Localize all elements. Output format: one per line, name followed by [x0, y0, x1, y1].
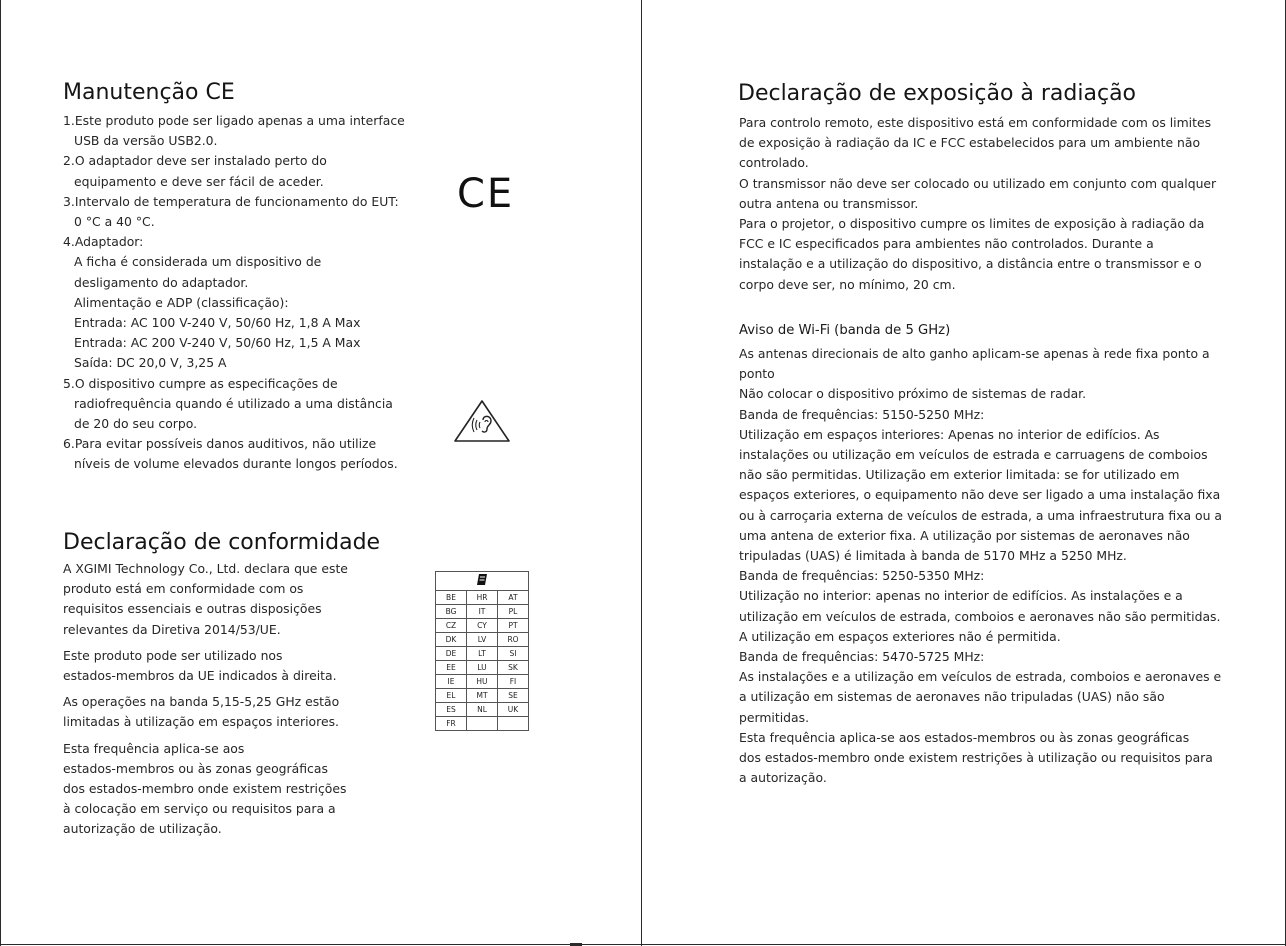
- radiation-title: Declaração de exposição à radiação: [738, 81, 1137, 106]
- country-table-header: [436, 572, 529, 591]
- country-row: [436, 605, 529, 619]
- restriction-icon: [475, 573, 489, 586]
- country-row: [436, 647, 529, 661]
- ce-maintenance-list: [63, 111, 405, 475]
- conformity-line: requisitos essenciais e outras disposições: [63, 601, 322, 617]
- ce-line: Alimentação e ADP (classificação):: [74, 294, 289, 310]
- conformity-line: As operações na banda 5,15-5,25 GHz estão: [63, 694, 340, 710]
- wifi-line: espaços exteriores, o equipamento não deve ser ligado a uma instalação fixa: [739, 487, 1221, 503]
- country-cell: [498, 717, 529, 731]
- country-cell: RO: [498, 633, 529, 647]
- conformity-line: limitadas à utilização em espaços interiores.: [63, 714, 339, 730]
- wifi-line: Não colocar o dispositivo próximo de sistemas de radar.: [739, 386, 1087, 402]
- ce-line: desligamento do adaptador.: [74, 274, 249, 290]
- country-row: [436, 591, 529, 605]
- ce-line: 1.Este produto pode ser ligado apenas a uma interface: [63, 113, 405, 128]
- conformity-line: à colocação em serviço ou requisitos para a: [63, 801, 336, 817]
- country-cell: EL: [436, 689, 467, 703]
- radiation-line: corpo deve ser, no mínimo, 20 cm.: [739, 276, 956, 292]
- country-cell: MT: [467, 689, 498, 703]
- wifi-line: permitidas.: [739, 709, 810, 725]
- country-row: [436, 703, 529, 717]
- radiation-line: controlado.: [739, 155, 809, 171]
- country-cell: HR: [467, 591, 498, 605]
- ce-line: 3.Intervalo de temperatura de funcionamento do EUT:: [63, 193, 399, 209]
- wifi-line: instalações ou utilização em veículos de estrada e carruagens de comboios: [739, 447, 1208, 463]
- country-cell: AT: [498, 591, 529, 605]
- wifi-line: A utilização em espaços exteriores não é permitida.: [739, 628, 1061, 644]
- conformity-line: produto está em conformidade com os: [63, 581, 304, 597]
- country-row: [436, 619, 529, 633]
- country-cell: LV: [467, 633, 498, 647]
- country-cell: DK: [436, 633, 467, 647]
- ce-maintenance-title: Manutenção CE: [63, 80, 235, 105]
- radiation-line: FCC e IC especificados para ambientes não controlados. Durante a: [739, 236, 1154, 252]
- radiation-line: de exposição à radiação da IC e FCC estabelecidos para um ambiente não: [739, 135, 1201, 151]
- wifi-line: utilização em veículos de estrada, comboios e aeronaves não são permitidas.: [739, 608, 1221, 624]
- country-cell: IE: [436, 675, 467, 689]
- hearing-warning-icon: [452, 398, 512, 444]
- ce-line: USB da versão USB2.0.: [74, 133, 218, 149]
- page-bottom-line: [0, 944, 1286, 945]
- wifi-text: [739, 344, 1222, 788]
- page-edge-left: [0, 0, 1, 946]
- country-cell: FI: [498, 675, 529, 689]
- wifi-line: Utilização em espaços interiores: Apenas no interior de edifícios. As: [739, 426, 1160, 442]
- country-cell: HU: [467, 675, 498, 689]
- wifi-line: As instalações e a utilização em veículos de estrada, comboios e aeronaves e: [739, 669, 1222, 685]
- country-cell: SE: [498, 689, 529, 703]
- ce-line: A ficha é considerada um dispositivo de: [74, 254, 322, 270]
- wifi-line: Banda de frequências: 5150-5250 MHz:: [739, 406, 985, 422]
- conformity-line: estados-membros da UE indicados à direita.: [63, 668, 337, 684]
- wifi-line: Banda de frequências: 5250-5350 MHz:: [739, 568, 985, 584]
- country-row: [436, 675, 529, 689]
- radiation-line: O transmissor não deve ser colocado ou utilizado em conjunto com qualquer: [739, 175, 1217, 191]
- country-row: [436, 717, 529, 731]
- eu-country-table: [435, 571, 529, 731]
- country-cell: UK: [498, 703, 529, 717]
- conformity-line: dos estados-membro onde existem restrições: [63, 781, 347, 797]
- wifi-line: Utilização no interior: apenas no interior de edifícios. As instalações e a: [739, 588, 1183, 604]
- country-cell: BG: [436, 605, 467, 619]
- country-cell: BE: [436, 591, 467, 605]
- conformity-line: autorização de utilização.: [63, 821, 222, 837]
- wifi-line: dos estados-membro onde existem restrições à utilização ou requisitos para: [739, 750, 1213, 766]
- wifi-title: Aviso de Wi-Fi (banda de 5 GHz): [739, 323, 951, 338]
- country-cell: PL: [498, 605, 529, 619]
- country-cell: SI: [498, 647, 529, 661]
- wifi-line: ponto: [739, 366, 775, 382]
- ce-line: Saída: DC 20,0 V, 3,25 A: [74, 355, 227, 371]
- conformity-line: relevantes da Diretiva 2014/53/UE.: [63, 621, 281, 637]
- wifi-line: As antenas direcionais de alto ganho aplicam-se apenas à rede fixa ponto a: [739, 346, 1210, 361]
- ce-line: 0 °C a 40 °C.: [74, 214, 155, 230]
- country-cell: FR: [436, 717, 467, 731]
- country-cell: DE: [436, 647, 467, 661]
- ce-line: de 20 do seu corpo.: [74, 416, 198, 432]
- ce-line: radiofrequência quando é utilizado a uma distância: [74, 395, 393, 411]
- country-cell: NL: [467, 703, 498, 717]
- country-cell: LT: [467, 647, 498, 661]
- page-divider: [641, 0, 642, 946]
- ce-line: 2.O adaptador deve ser instalado perto do: [63, 153, 327, 169]
- conformity-line: estados-membros ou às zonas geográficas: [63, 760, 328, 776]
- country-cell: LU: [467, 661, 498, 675]
- country-cell: SK: [498, 661, 529, 675]
- country-row: [436, 661, 529, 675]
- radiation-line: outra antena ou transmissor.: [739, 195, 919, 211]
- country-cell: PT: [498, 619, 529, 633]
- wifi-line: uma antena de exterior fixa. A utilização por sistemas de aeronaves não: [739, 527, 1190, 543]
- country-cell: ES: [436, 703, 467, 717]
- country-row: [436, 633, 529, 647]
- radiation-line: Para controlo remoto, este dispositivo está em conformidade com os limites: [739, 115, 1212, 130]
- ce-line: 5.O dispositivo cumpre as especificações de: [63, 375, 338, 391]
- ce-line: 4.Adaptador:: [63, 234, 144, 250]
- conformity-title: Declaração de conformidade: [63, 530, 381, 555]
- ce-line: 6.Para evitar possíveis danos auditivos, não utilize: [63, 436, 377, 452]
- radiation-line: instalação e a utilização do dispositivo, a distância entre o transmissor e o: [739, 256, 1202, 272]
- wifi-line: a utilização em sistemas de aeronaves não tripuladas (UAS) não são: [739, 689, 1165, 705]
- wifi-line: Esta frequência aplica-se aos estados-membros ou às zonas geográficas: [739, 729, 1190, 745]
- country-cell: CY: [467, 619, 498, 633]
- wifi-line: Banda de frequências: 5470-5725 MHz:: [739, 649, 985, 665]
- ce-line: equipamento e deve ser fácil de aceder.: [74, 173, 324, 189]
- country-cell: EE: [436, 661, 467, 675]
- conformity-text: [63, 559, 348, 840]
- wifi-line: a autorização.: [739, 770, 827, 786]
- country-cell: IT: [467, 605, 498, 619]
- radiation-text: [739, 113, 1216, 295]
- conformity-line: Este produto pode ser utilizado nos: [63, 647, 283, 663]
- wifi-line: tripuladas (UAS) é limitada à banda de 5170 MHz a 5250 MHz.: [739, 548, 1127, 564]
- ce-line: níveis de volume elevados durante longos períodos.: [74, 456, 398, 472]
- radiation-line: Para o projetor, o dispositivo cumpre os limites de exposição à radiação da: [739, 216, 1205, 232]
- country-cell: [467, 717, 498, 731]
- wifi-line: não são permitidas. Utilização em exterior limitada: se for utilizado em: [739, 467, 1180, 483]
- country-cell: CZ: [436, 619, 467, 633]
- ce-mark-icon: CE: [457, 171, 515, 217]
- country-row: [436, 689, 529, 703]
- ce-line: Entrada: AC 200 V-240 V, 50/60 Hz, 1,5 A Max: [74, 335, 361, 351]
- ce-line: Entrada: AC 100 V-240 V, 50/60 Hz, 1,8 A Max: [74, 315, 361, 331]
- conformity-line: A XGIMI Technology Co., Ltd. declara que este: [63, 561, 348, 576]
- conformity-line: Esta frequência aplica-se aos: [63, 740, 245, 756]
- wifi-line: ou à carroçaria externa de veículos de estrada, a uma infraestrutura fixa ou a: [739, 507, 1223, 523]
